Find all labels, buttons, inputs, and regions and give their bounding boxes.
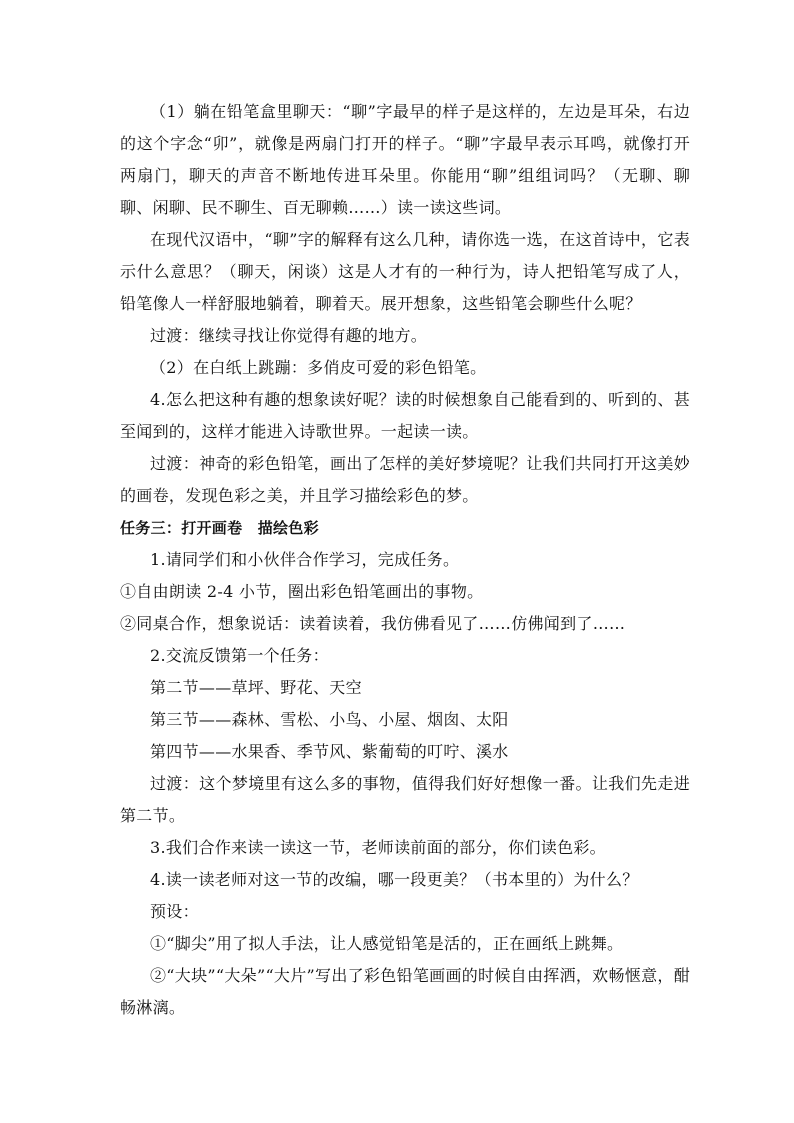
presupposition-label: 预设： bbox=[150, 902, 199, 921]
list-item-section-three: 第三节——森林、雪松、小鸟、小屋、烟囱、太阳 bbox=[150, 710, 509, 729]
paragraph-transition-second-section: 过渡：这个梦境里有这么多的事物，值得我们好好想像一番。让我们先走进第二节。 bbox=[120, 774, 690, 825]
paragraph-transition-interesting: 过渡：继续寻找让你觉得有趣的地方。 bbox=[150, 326, 428, 345]
paragraph-transition-dream: 过渡：神奇的彩色铅笔，画出了怎样的美好梦境呢？让我们共同打开这美妙的画卷，发现色彩之美，并且学习描绘彩色的梦。 bbox=[120, 454, 690, 505]
section-heading-task-three: 任务三：打开画卷 描绘色彩 bbox=[120, 519, 319, 537]
task-instruction: 1.请同学们和小伙伴合作学习，完成任务。 bbox=[150, 550, 460, 569]
presupposition-one: ①“脚尖”用了拟人手法，让人感觉铅笔是活的，正在画纸上跳舞。 bbox=[150, 934, 624, 953]
task-step-two: ②同桌合作，想象说话：读着读着，我仿佛看见了……仿佛闻到了…… bbox=[120, 614, 626, 633]
list-item-section-two: 第二节——草坪、野花、天空 bbox=[150, 678, 362, 697]
paragraph-jumping-on-paper: （2）在白纸上跳蹦：多俏皮可爱的彩色铅笔。 bbox=[150, 358, 487, 377]
paragraph-modern-meaning: 在现代汉语中，“聊”字的解释有这么几种，请你选一选，在这首诗中，它表示什么意思？（聊天，闲谈）这是人才有的一种行为，诗人把铅笔写成了人，铅笔像人一样舒服地躺着，聊着天。展开想象，这些铅笔会聊些什么呢？ bbox=[120, 230, 690, 313]
paragraph-cooperative-reading: 3.我们合作来读一读这一节，老师读前面的部分，你们读色彩。 bbox=[150, 838, 606, 857]
paragraph-liao-explanation: （1）躺在铅笔盒里聊天：“聊”字最早的样子是这样的，左边是耳朵，右边的这个字念“卯”，就像是两扇门打开的样子。“聊”字最早表示耳鸣，就像打开两扇门，聊天的声音不断地传进耳朵里。你能用“聊”组组词吗？（无聊、聊聊、闲聊、民不聊生、百无聊赖……）读一读这些词。 bbox=[120, 102, 690, 217]
paragraph-compare-adaptation: 4.读一读老师对这一节的改编，哪一段更美？（书本里的）为什么？ bbox=[150, 870, 639, 889]
list-item-section-four: 第四节——水果香、季节风、紫葡萄的叮咛、溪水 bbox=[150, 742, 509, 761]
task-step-one: ①自由朗读 2-4 小节，圈出彩色铅笔画出的事物。 bbox=[120, 582, 484, 601]
feedback-title: 2.交流反馈第一个任务： bbox=[150, 646, 329, 665]
document-body bbox=[120, 96, 690, 1024]
paragraph-read-aloud: 4.怎么把这种有趣的想象读好呢？读的时候想象自己能看到的、听到的、甚至闻到的，这样才能进入诗歌世界。一起读一读。 bbox=[120, 390, 690, 441]
presupposition-two: ②“大块”“大朵”“大片”写出了彩色铅笔画画的时候自由挥洒，欢畅惬意，酣畅淋漓。 bbox=[120, 966, 690, 1017]
